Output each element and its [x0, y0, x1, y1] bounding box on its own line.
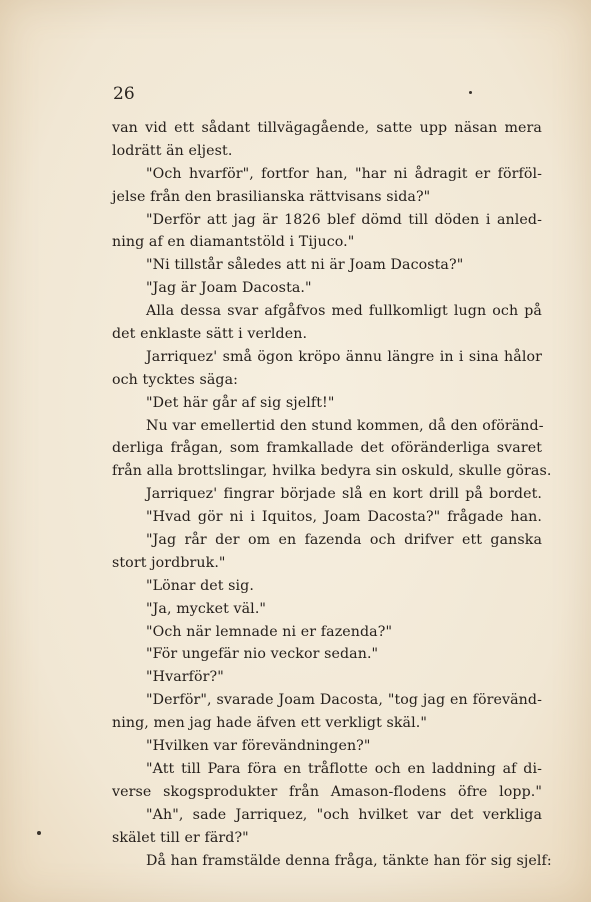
text-line: och tycktes säga:	[112, 371, 239, 388]
text-line: "Och när lemnade ni er fazenda?"	[146, 623, 393, 640]
print-speck	[469, 91, 472, 94]
text-line: Nu var emellertid den stund kommen, då den oföränd-	[146, 417, 544, 434]
text-line: Då han framstälde denna fråga, tänkte han för sig sjelf:	[146, 852, 552, 869]
text-line: "Ah", sade Jarriquez, "och hvilket var det verkliga	[146, 806, 542, 823]
text-line: "Hvilken var förevändningen?"	[146, 738, 371, 755]
text-line: "Lönar det sig.	[146, 577, 254, 594]
text-line: "Derför att jag är 1826 blef dömd till döden i anled-	[146, 211, 542, 228]
text-line: derliga frågan, som framkallade det oföränderliga svaret	[112, 440, 542, 457]
text-line: det enklaste sätt i verlden.	[112, 326, 308, 343]
text-line: lodrätt än eljest.	[112, 142, 233, 159]
text-line: Jarriquez' små ögon kröpo ännu längre in i sina hålor	[146, 348, 542, 365]
text-line: Jarriquez' fingrar började slå en kort drill på bordet.	[146, 486, 542, 503]
page-number: 26	[113, 84, 135, 104]
text-line: ning af en diamantstöld i Tijuco."	[112, 234, 355, 251]
text-line: "Jag är Joam Dacosta."	[146, 280, 312, 297]
text-line: stort jordbruk."	[112, 554, 226, 571]
text-line: ning, men jag hade äfven ett verkligt skäl."	[112, 715, 427, 732]
text-line: "Hvarför?"	[146, 669, 224, 686]
text-line: från alla brottslingar, hvilka bedyra sin oskuld, skulle göras.	[112, 463, 552, 480]
text-line: "Ni tillstår således att ni är Joam Dacosta?"	[146, 257, 464, 274]
text-line: van vid ett sådant tillvägagående, satte upp näsan mera	[112, 120, 542, 136]
text-line: "För ungefär nio veckor sedan."	[146, 646, 379, 663]
text-line: "Ja, mycket väl."	[146, 600, 267, 617]
text-line: "Det här går af sig sjelft!"	[146, 394, 335, 411]
print-speck	[37, 831, 41, 835]
text-line: Alla dessa svar afgåfvos med fullkomligt lugn och på	[146, 303, 542, 320]
text-line: "Och hvarför", fortfor han, "har ni ådragit er förföl-	[146, 165, 542, 182]
text-line: skälet till er färd?"	[112, 829, 249, 846]
text-line: "Att till Para föra en tråflotte och en laddning af di-	[146, 760, 542, 777]
text-line: "Derför", svarade Joam Dacosta, "tog jag en förevänd-	[146, 692, 542, 709]
page-body-text	[112, 117, 552, 872]
text-line: "Hvad gör ni i Iquitos, Joam Dacosta?" frågade han.	[146, 509, 542, 526]
text-line: jelse från den brasilianska rättvisans sida?"	[112, 188, 431, 205]
text-line: "Jag rår der om en fazenda och drifver ett ganska	[146, 532, 542, 549]
text-line: verse skogsprodukter från Amason-flodens öfre lopp."	[112, 783, 542, 800]
